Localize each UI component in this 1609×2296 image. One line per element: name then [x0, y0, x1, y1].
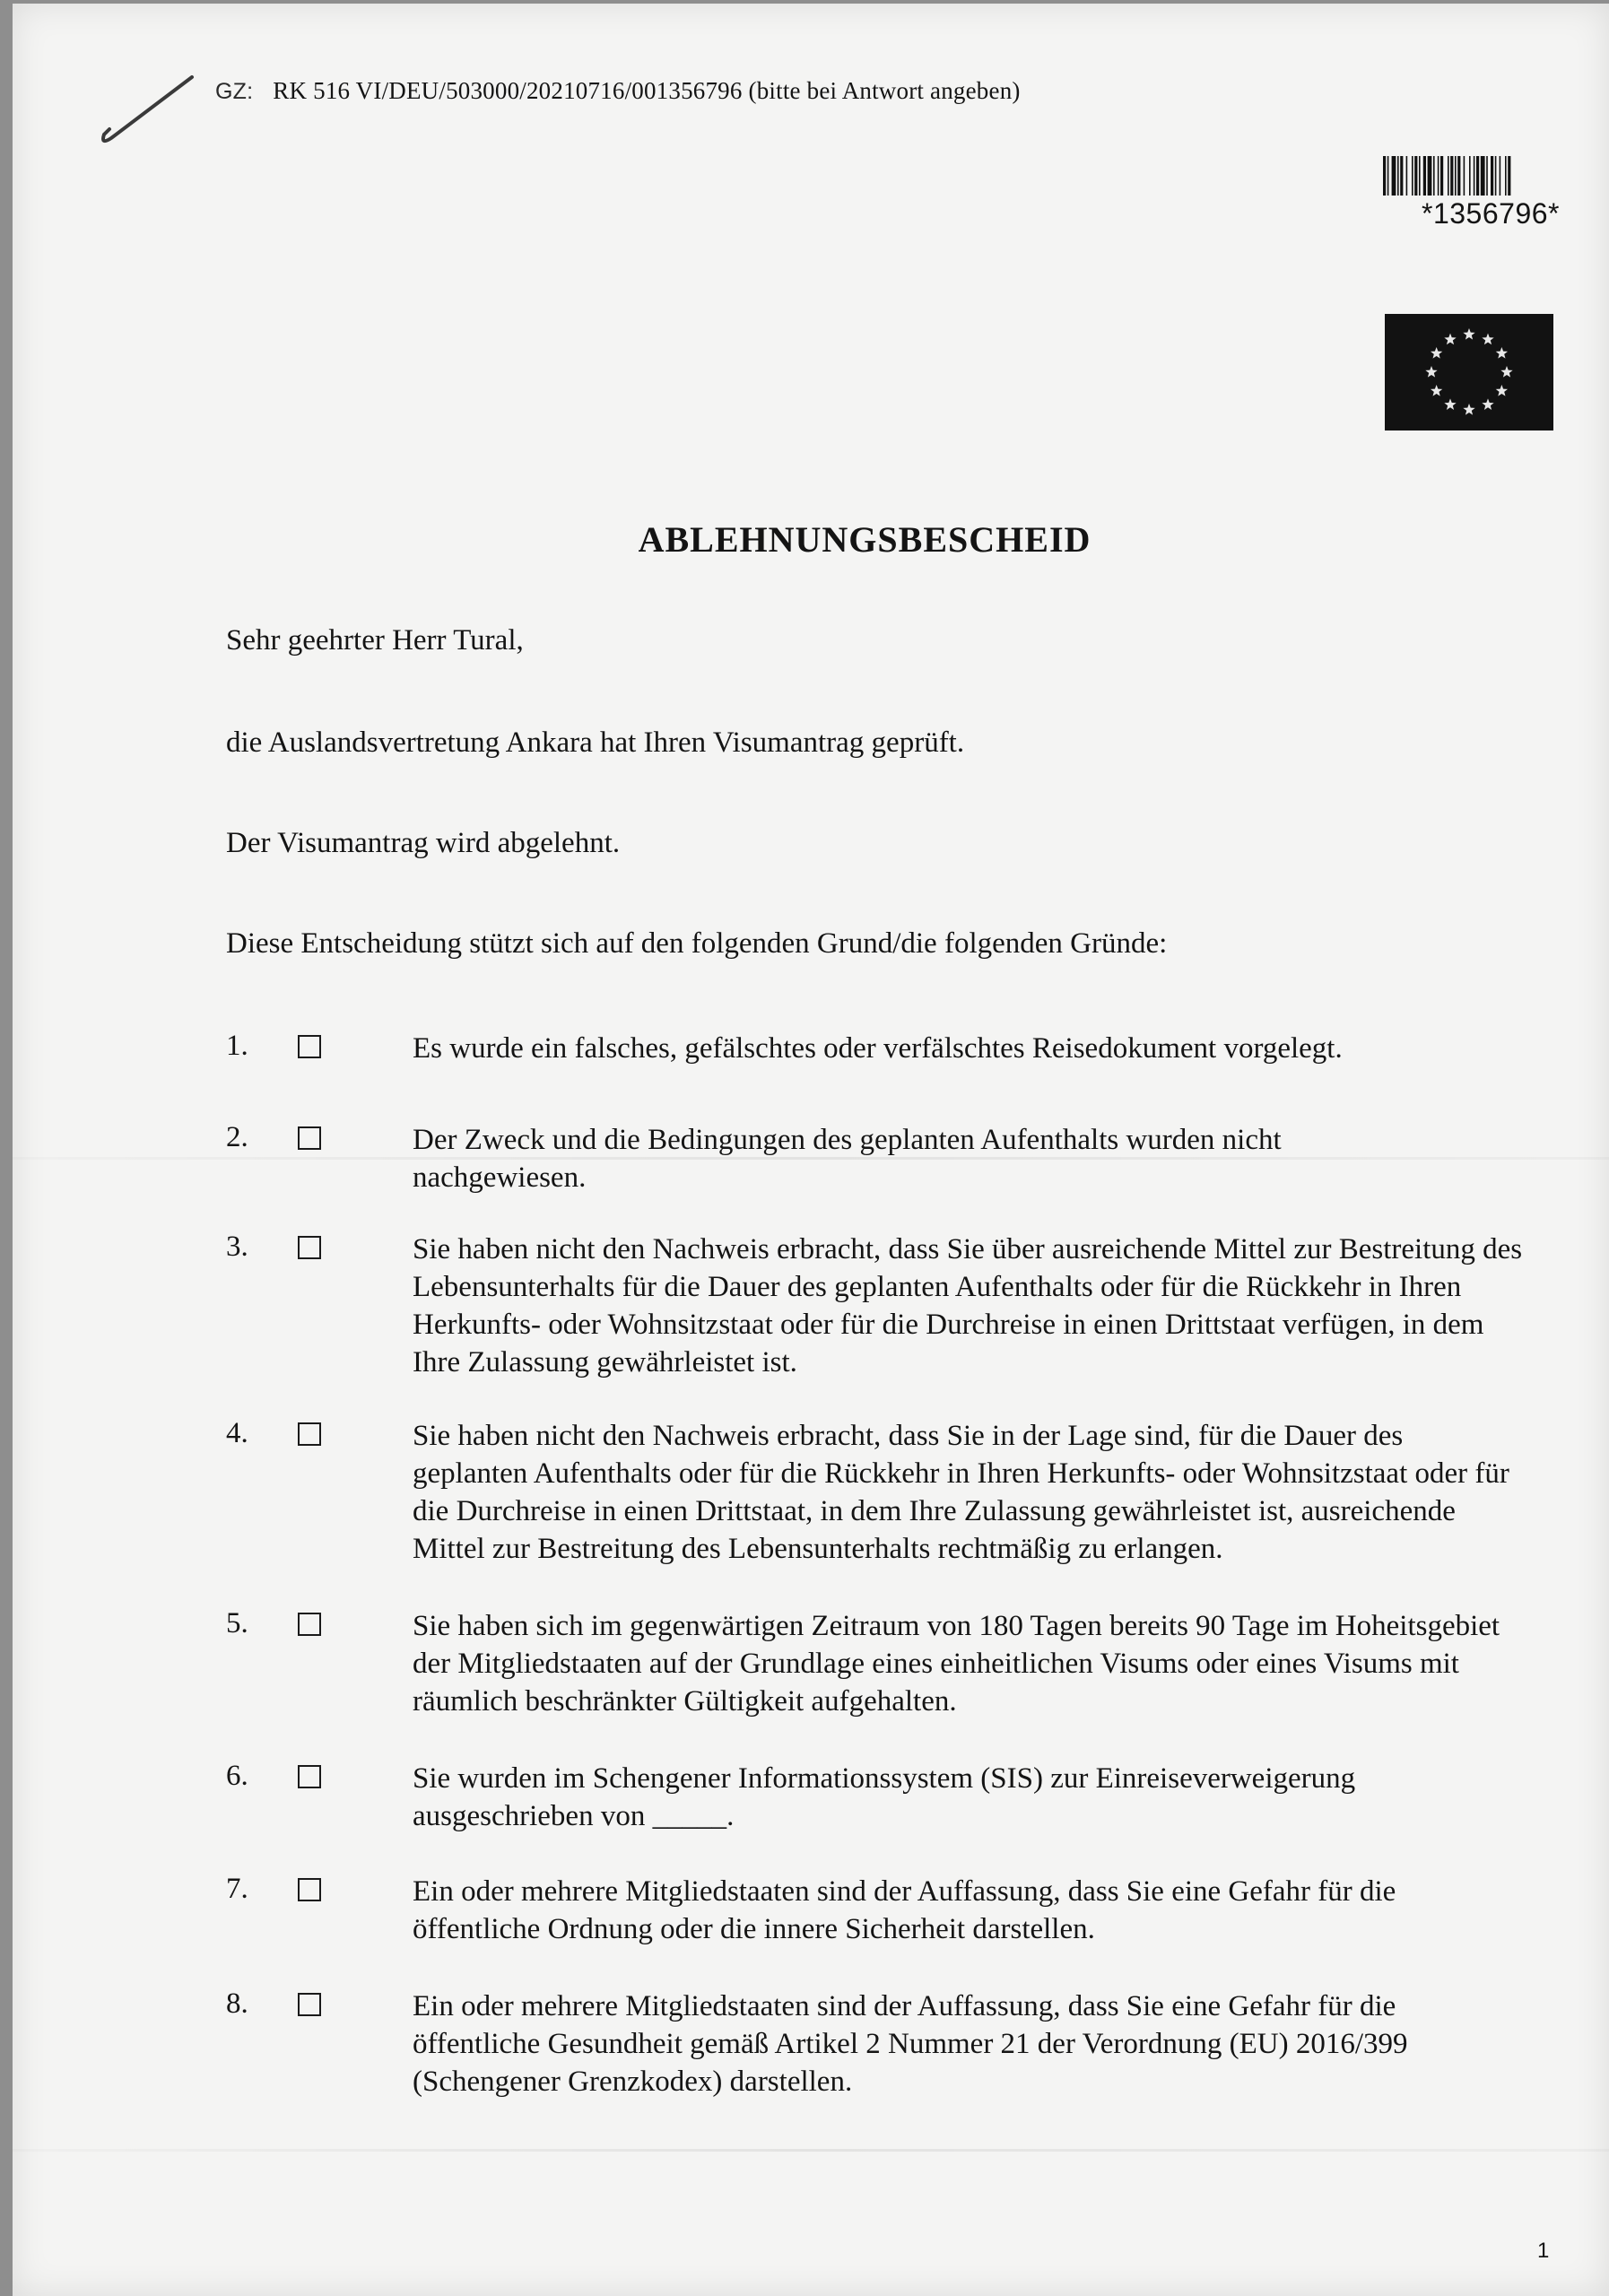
staple-icon	[91, 70, 199, 151]
ground-text: Sie wurden im Schengener Informationssystem (SIS) zur Einreiseverweigerung ausgeschrieben von _____.	[413, 1762, 1356, 1832]
ground-checkbox[interactable]	[298, 1765, 321, 1788]
salutation: Sehr geehrter Herr Tural,	[226, 624, 524, 657]
ground-text: Ein oder mehrere Mitgliedstaaten sind der Auffassung, dass Sie eine Gefahr für die öffentliche Ordnung oder die innere Sicherheit darstellen.	[413, 1875, 1396, 1945]
barcode-block	[1381, 156, 1600, 230]
paragraph-application-rejected: Der Visumantrag wird abgelehnt.	[226, 827, 621, 859]
barcode-number: *1356796*	[1422, 197, 1560, 230]
ground-text: Ein oder mehrere Mitgliedstaaten sind der Auffassung, dass Sie eine Gefahr für die öffentliche Gesundheit gemäß Artikel 2 Nummer 21 der Verordnung (EU) 2016/399 (Schengener Grenzkodex) darstellen.	[413, 1990, 1408, 2098]
ground-checkbox[interactable]	[298, 1422, 321, 1446]
ground-checkbox[interactable]	[298, 1878, 321, 1901]
paragraph-grounds-intro: Diese Entscheidung stützt sich auf den folgenden Grund/die folgenden Gründe:	[226, 927, 1168, 960]
ground-number: 3.	[226, 1231, 248, 1263]
ground-text: Sie haben nicht den Nachweis erbracht, dass Sie über ausreichende Mittel zur Bestreitung des Lebensunterhalts für die Dauer des geplanten Aufenthalts oder für die Rückkehr in Ihren Herkunfts- oder Wohnsitzstaat oder für die Durchreise in einen Drittstaat verfügen, in dem Ihre Zulassung gewährleistet ist.	[413, 1233, 1523, 1378]
ground-checkbox[interactable]	[298, 1993, 321, 2016]
document-title: ABLEHNUNGSBESCHEID	[638, 519, 1092, 560]
ground-text: Der Zweck und die Bedingungen des geplanten Aufenthalts wurden nicht nachgewiesen.	[413, 1124, 1282, 1194]
ground-checkbox[interactable]	[298, 1236, 321, 1259]
barcode-icon	[1381, 156, 1600, 196]
ground-text: Sie haben sich im gegenwärtigen Zeitraum von 180 Tagen bereits 90 Tage im Hoheitsgebiet der Mitgliedstaaten auf der Grundlage eines einheitlichen Visums oder eines Visums mit räumlich beschränkter Gültigkeit aufgehalten.	[413, 1610, 1500, 1718]
page-number: 1	[1537, 2239, 1550, 2263]
paper-fold-line	[13, 2149, 1609, 2152]
ground-text: Es wurde ein falsches, gefälschtes oder verfälschtes Reisedokument vorgelegt.	[413, 1032, 1343, 1065]
ground-checkbox[interactable]	[298, 1035, 321, 1058]
ground-checkbox[interactable]	[298, 1126, 321, 1150]
ground-number: 1.	[226, 1030, 248, 1062]
reference-text: RK 516 VI/DEU/503000/20210716/001356796 (bitte bei Antwort angeben)	[273, 77, 1021, 104]
paragraph-application-reviewed: die Auslandsvertretung Ankara hat Ihren Visumantrag geprüft.	[226, 726, 965, 759]
ground-number: 7.	[226, 1873, 248, 1905]
reference-prefix: GZ:	[215, 79, 254, 104]
ground-checkbox[interactable]	[298, 1613, 321, 1636]
ground-number: 4.	[226, 1417, 248, 1449]
ground-number: 6.	[226, 1760, 248, 1792]
ground-number: 5.	[226, 1607, 248, 1639]
reference-number	[215, 77, 1021, 105]
ground-text: Sie haben nicht den Nachweis erbracht, dass Sie in der Lage sind, für die Dauer des geplanten Aufenthalts oder für die Rückkehr in Ihren Herkunfts- oder Wohnsitzstaat oder für die Durchreise in einen Drittstaat, in dem Ihre Zulassung gewährleistet ist, ausreichende Mittel zur Bestreitung des Lebensunterhalts rechtmäßig zu erlangen.	[413, 1420, 1509, 1565]
eu-flag-icon	[1385, 314, 1553, 430]
ground-number: 8.	[226, 1987, 248, 2020]
ground-number: 2.	[226, 1121, 248, 1153]
document-page	[13, 4, 1609, 2296]
